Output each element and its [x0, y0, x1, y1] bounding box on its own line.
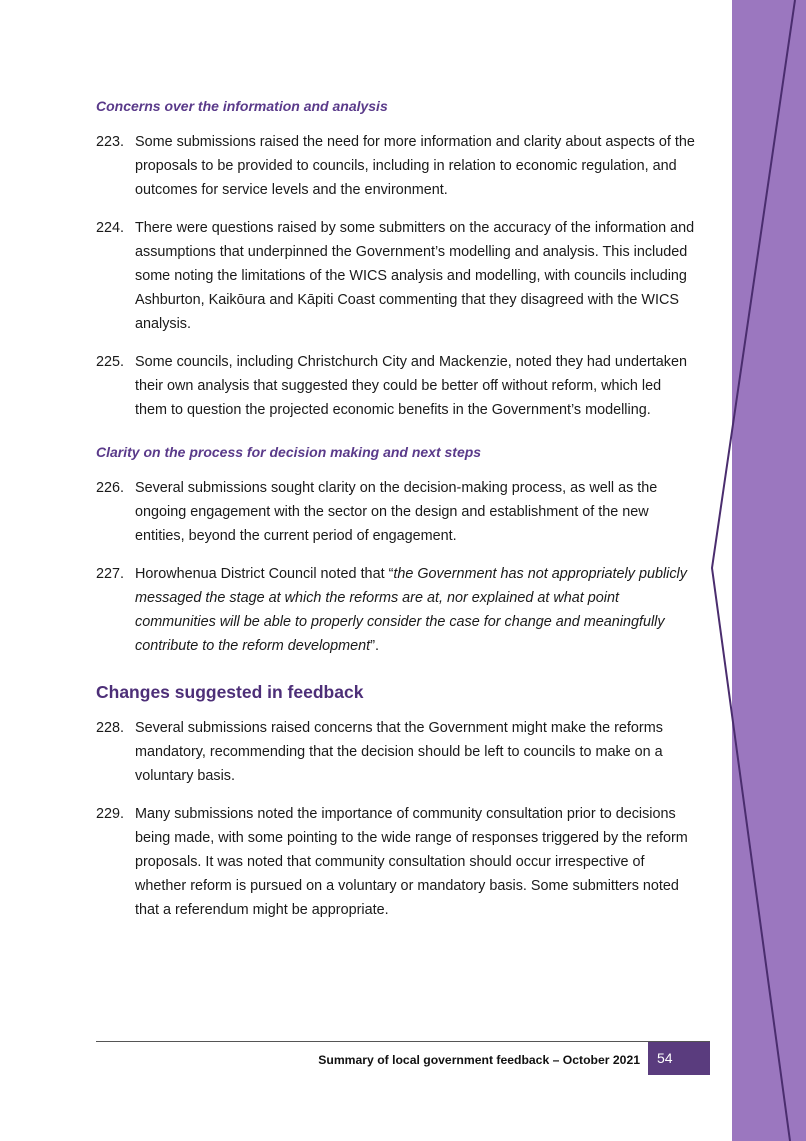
page-number: 54 [648, 1042, 710, 1075]
paragraph-text: Some submissions raised the need for more information and clarity about aspects of the proposals to be provided to councils, including in relation to economic regulation, and outcomes for service levels and the environment. [135, 134, 695, 198]
paragraph-number: 229. [96, 806, 125, 822]
paragraph-number: 225. [96, 354, 125, 370]
paragraph-224 [96, 216, 696, 336]
paragraph-225 [96, 350, 696, 422]
side-decorative-band [732, 0, 806, 1141]
paragraph-text: Several submissions raised concerns that the Government might make the reforms mandatory, recommending that the decision should be left to councils to make on a voluntary basis. [135, 720, 663, 784]
paragraph-text: Many submissions noted the importance of community consultation prior to decisions being made, with some pointing to the wide range of responses triggered by the reform proposals. It was noted that community consultation should occur irrespective of whether reform is pursued on a voluntary or mandatory basis. Some submitters noted that a referendum might be appropriate. [135, 806, 688, 918]
paragraph-number: 224. [96, 220, 125, 236]
page-body [96, 96, 696, 936]
paragraph-quote: the Government has not appropriately publicly messaged the stage at which the reforms are at, nor explained at what point communities will be able to properly consider the case for change and meaningfully contribute to the reform development [135, 566, 687, 654]
paragraph-number: 228. [96, 720, 125, 736]
subhead-process-clarity: Clarity on the process for decision making and next steps [96, 444, 482, 460]
paragraph-number: 223. [96, 134, 125, 150]
paragraph-text: There were questions raised by some submitters on the accuracy of the information and assumptions that underpinned the Government’s modelling and analysis. This included some noting the limitations of the WICS analysis and modelling, with councils including Ashburton, Kaikōura and Kāpiti Coast commenting that they disagreed with the WICS analysis. [135, 220, 695, 332]
paragraph-number: 227. [96, 566, 125, 582]
paragraph-text: Some councils, including Christchurch City and Mackenzie, noted they had undertaken their own analysis that suggested they could be better off without reform, which led them to question the projected economic benefits in the Government’s modelling. [135, 354, 687, 418]
paragraph-229 [96, 802, 696, 922]
subhead-information-analysis: Concerns over the information and analysis [96, 98, 388, 114]
paragraph-text-suffix: ”. [370, 638, 379, 654]
paragraph-number: 226. [96, 480, 125, 496]
paragraph-223 [96, 130, 696, 202]
paragraph-228 [96, 716, 696, 788]
paragraph-227 [96, 562, 696, 658]
footer-divider [96, 1041, 710, 1042]
paragraph-text: Several submissions sought clarity on the decision-making process, as well as the ongoing engagement with the sector on the design and establishment of the new entities, beyond the current period of engagement. [135, 480, 658, 544]
section-title-changes: Changes suggested in feedback [96, 682, 364, 702]
footer-document-title: Summary of local government feedback – October 2021 [318, 1053, 640, 1067]
paragraph-226 [96, 476, 696, 548]
paragraph-text-prefix: Horowhenua District Council noted that “ [135, 566, 394, 582]
